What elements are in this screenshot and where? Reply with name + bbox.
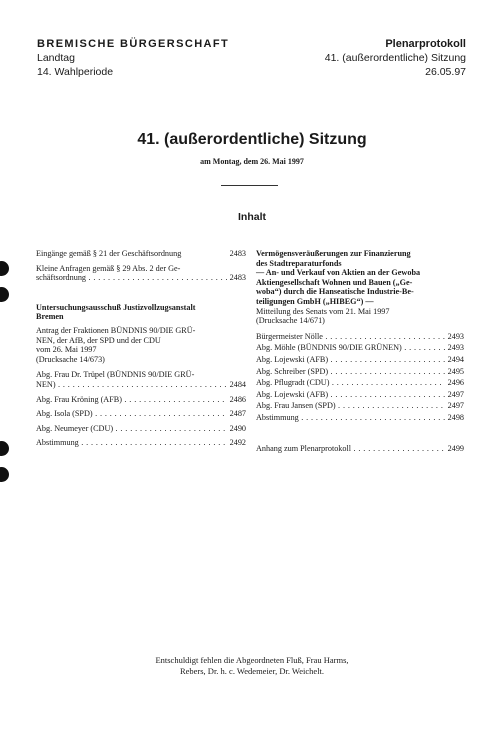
header-left [37,37,229,79]
punch-hole [0,261,9,276]
speaker-label: Abg. Schreiber (SPD) . . . [256,367,445,377]
toc-entry [36,424,246,434]
header-right [325,37,466,79]
speaker-label: Bürgermeister Nölle . . . [256,332,445,342]
motion-text: NEN, der AfB, der SPD und der CDU [36,335,161,345]
toc-entry [36,249,246,259]
entry-page: 2499 [447,443,464,453]
session-date: 26.05.97 [425,66,466,78]
entry-page: 2490 [229,423,246,433]
appendix-label: Anhang zum Plenarprotokoll . . . [256,444,445,454]
entry-page: 2483 [229,249,246,258]
footer-line: Rebers, Dr. h. c. Wedemeier, Dr. Weichelt. [179,666,325,676]
speaker-label: Abstimmung . . . [36,438,227,448]
motion-text: vom 26. Mai 1997 [36,345,97,355]
toc-entry [256,413,464,423]
punch-hole [0,441,9,456]
entry-page: 2496 [447,378,464,388]
organization-name: BREMISCHE BÜRGERSCHAFT [37,38,230,50]
toc-entry [256,378,464,388]
section-title: woba“) durch die Hanseatische Industrie-Be- [256,287,414,297]
entry-page: 2492 [229,438,246,448]
toc-entry [256,355,464,365]
speaker-label: Abg. Isola (SPD) . . . [36,409,227,419]
entry-label: schäftsordnung . . . [36,273,227,283]
entry-page: 2483 [229,273,246,283]
toc-entry [256,367,464,377]
toc-entry [256,444,464,454]
section-title: — An- und Verkauf von Aktien an der Gewoba [256,268,421,278]
legislative-period: 14. Wahlperiode [37,66,114,78]
toc-entry [256,390,464,400]
section-title: des Stadtreparaturfonds [256,258,342,268]
communication-text: (Drucksache 14/671) [256,316,325,326]
entry-page: 2486 [229,394,246,404]
toc-left-column [36,249,246,448]
page-subtitle: am Montag, dem 26. Mai 1997 [200,157,304,166]
entry-page: 2493 [447,343,464,353]
entry-page: 2497 [447,389,464,399]
entry-label: Kleine Anfragen gemäß § 29 Abs. 2 der Ge- [36,263,181,273]
speaker-label: Abg. Lojewski (AFB) . . . [256,390,445,400]
entry-page: 2484 [229,379,246,389]
entry-label: Eingänge gemäß § 21 der Geschäftsordnung [36,249,182,258]
communication-text: Mitteilung des Senats vom 21. Mai 1997 [256,306,390,316]
section-title: teiligungen GmbH („HIBEG“) — [256,296,374,306]
motion-text: Antrag der Fraktionen BÜNDNIS 90/DIE GRÜ- [36,325,196,335]
speaker-label: Abg. Frau Jansen (SPD) . . . [256,401,445,411]
divider [221,185,278,186]
speaker-label: Abg. Frau Dr. Trüpel (BÜNDNIS 90/DIE GRÜ- [36,370,195,380]
toc-entry [256,343,464,353]
section-title: Bremen [36,312,64,322]
entry-page: 2495 [447,366,464,376]
punch-hole [0,287,9,302]
toc-entry [256,332,464,342]
speaker-label: Abg. Lojewski (AFB) . . . [256,355,445,365]
entry-page: 2493 [447,331,464,341]
entry-page: 2497 [447,401,464,411]
page-title: 41. (außerordentliche) Sitzung [137,131,367,148]
toc-entry [36,273,246,283]
motion-text: (Drucksache 14/673) [36,354,105,364]
body-name: Landtag [37,52,75,64]
speaker-label: Abg. Pflugradt (CDU) . . . [256,378,445,388]
toc-entry [256,401,464,411]
toc-right-column [256,249,464,453]
speaker-label: Abg. Neumeyer (CDU) . . . [36,424,227,434]
section-title: Vermögensveräußerungen zur Finanzierung [256,249,411,258]
toc-entry [36,438,246,448]
entry-page: 2498 [447,412,464,422]
section-title: Untersuchungsausschuß Justizvollzugsanstalt [36,302,196,312]
footer-line: Entschuldigt fehlen die Abgeordneten Fluß, Frau Harms, [155,655,349,665]
toc-entry [36,380,246,390]
toc-entry [36,395,246,405]
speaker-label: Abg. Möhle (BÜNDNIS 90/DIE GRÜNEN) . . . [256,343,445,353]
speaker-label: NEN) . . . [36,380,227,390]
entry-page: 2494 [447,354,464,364]
document-type: Plenarprotokoll [385,38,466,50]
punch-hole [0,467,9,482]
excused-absentees [0,655,504,677]
toc-entry [36,409,246,419]
speaker-label: Abg. Frau Kröning (AFB) . . . [36,395,227,405]
section-title: Aktiengesellschaft Wohnen und Bauen („Ge- [256,277,413,287]
speaker-label: Abstimmung . . . [256,413,445,423]
session-label: 41. (außerordentliche) Sitzung [324,52,466,64]
toc-heading: Inhalt [238,211,266,223]
entry-page: 2487 [229,409,246,419]
